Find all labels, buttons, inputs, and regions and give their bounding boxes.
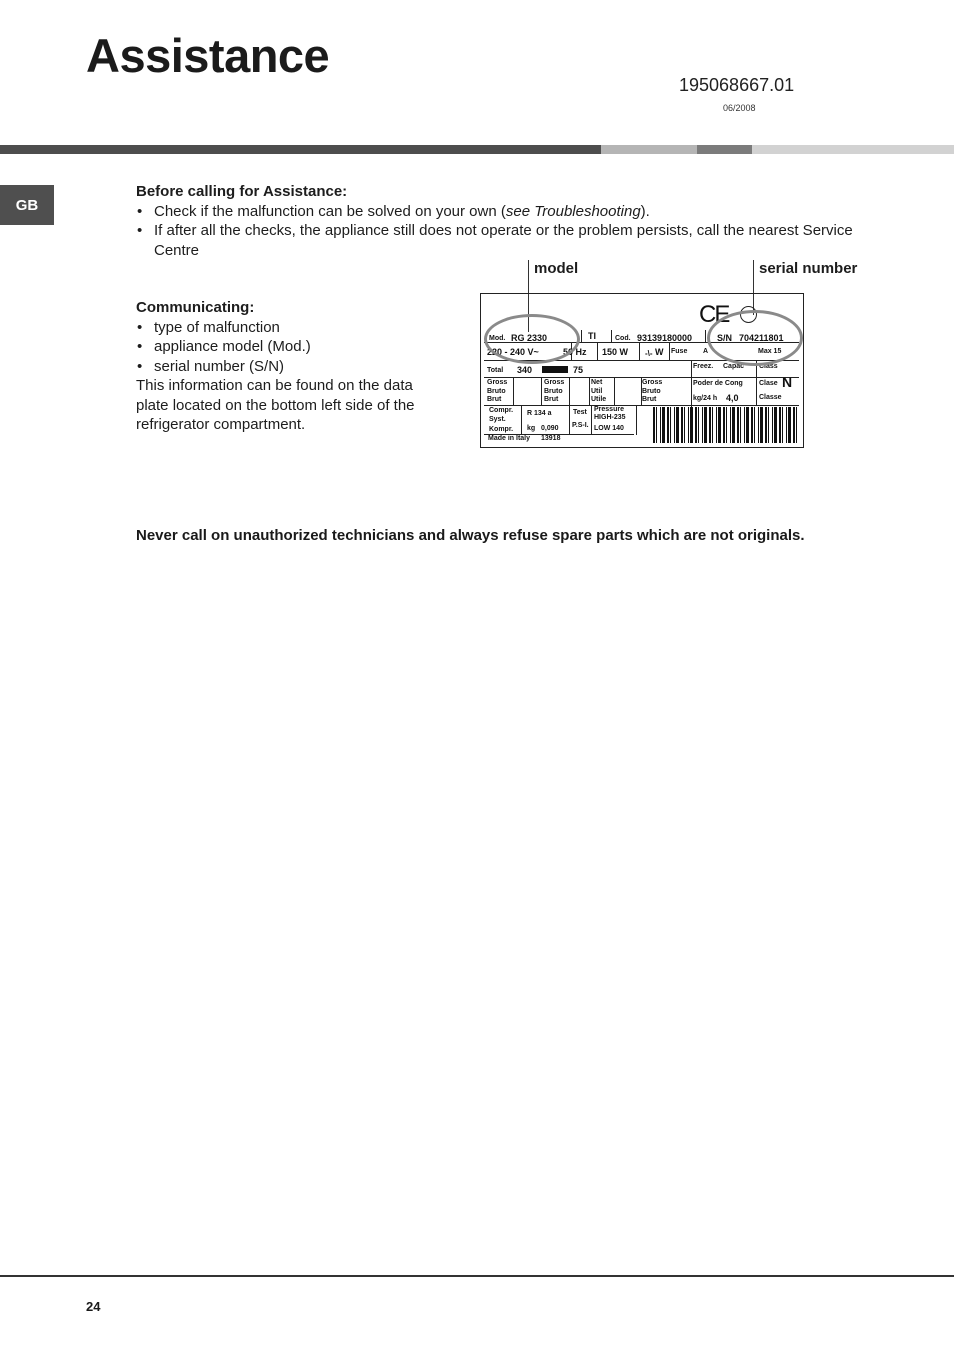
plate-text: Util	[591, 387, 603, 395]
plate-text: Bruto	[642, 387, 661, 395]
plate-pressure-label: Pressure	[594, 406, 624, 413]
plate-high-value: HIGH-235	[594, 414, 626, 421]
plate-frequency: 50 Hz	[563, 347, 587, 357]
plate-text: Gross	[642, 379, 663, 386]
plate-made-number: 13918	[541, 435, 561, 442]
before-calling-item	[136, 202, 896, 222]
plate-mod-label: Mod.	[489, 335, 506, 342]
plate-total-value: 340	[517, 365, 533, 375]
plate-climate-class: N	[782, 374, 793, 390]
plate-cod-label: Cod.	[615, 335, 631, 342]
plate-poder-label: Poder de Cong	[693, 380, 743, 387]
header-stripe-mid	[697, 145, 752, 154]
plate-gross-label	[544, 379, 564, 405]
before-calling-heading: Before calling for Assistance:	[136, 183, 348, 200]
plate-amp-label: A	[703, 348, 709, 355]
ce-mark-icon: CE	[699, 301, 729, 328]
communicating-heading: Communicating:	[136, 299, 255, 316]
plate-col-line	[569, 377, 570, 405]
plate-text: Bruto	[487, 387, 506, 395]
plate-text: Brut	[642, 396, 657, 403]
plate-freezer-value: 75	[573, 365, 584, 375]
plate-total-label: Total	[487, 367, 504, 374]
plate-kompr-label: Kompr.	[489, 426, 514, 433]
document-code: 195068667.01	[679, 75, 795, 95]
plate-voltage: 220 - 240 V~	[487, 347, 539, 357]
plate-kg24-value: 4,0	[726, 393, 739, 403]
plate-net-label	[591, 379, 606, 405]
plate-power: 150 W	[602, 347, 629, 357]
model-callout: model	[534, 260, 579, 277]
document-date: 06/2008	[723, 103, 756, 113]
plate-col-line	[705, 330, 706, 343]
plate-refrigerant: R 134 a	[527, 410, 552, 417]
data-plate	[480, 293, 804, 448]
plate-clase-label: Clase	[759, 380, 778, 387]
language-tab: GB	[0, 185, 54, 225]
communicating-item: • appliance model (Mod.)	[136, 337, 436, 357]
plate-kg24-label: kg/24 h	[693, 395, 718, 402]
plate-kg-label: kg	[527, 425, 536, 432]
plate-col-line	[591, 405, 592, 435]
plate-model-value: RG 2330	[511, 333, 548, 343]
plate-col-line	[611, 330, 612, 343]
communicating-note: This information can be found on the data plate located on the bottom left side of the refrigerator compartment.	[136, 377, 415, 433]
plate-class-label: Class	[759, 363, 778, 370]
barcode-icon	[653, 407, 799, 443]
plate-psi-label: P.S-I.	[572, 422, 589, 429]
plate-classe-label: Classe	[759, 394, 782, 401]
plate-col-line	[636, 405, 637, 435]
plate-kg-value: 0,090	[541, 425, 559, 432]
plate-test-label: Test	[573, 409, 587, 416]
plate-text: Gross	[544, 379, 565, 386]
warning-text: Never call on unauthorized technicians and always refuse spare parts which are not originals.	[136, 527, 805, 544]
plate-col-line	[589, 377, 590, 405]
plate-gross-label	[487, 379, 507, 405]
plate-row-line	[484, 405, 799, 406]
plate-col-line	[669, 342, 670, 360]
communicating-section	[136, 298, 436, 435]
plate-lamp-icon: -\-	[645, 349, 653, 358]
plate-col-line	[639, 342, 640, 360]
plate-cod-value: 93139180000	[637, 333, 693, 343]
header-stripe-light	[601, 145, 697, 154]
plate-text: Bruto	[544, 387, 563, 395]
troubleshooting-reference: see Troubleshooting	[505, 202, 641, 220]
plate-capac-label: Capac	[723, 363, 745, 370]
item-text: Check if the malfunction can be solved on your own (	[154, 202, 506, 220]
plate-text: Brut	[544, 396, 559, 403]
page-title: Assistance	[86, 29, 330, 82]
plate-col-line	[569, 405, 570, 435]
plate-col-line	[756, 360, 757, 405]
plate-col-line	[541, 377, 542, 405]
plate-col-line	[521, 405, 522, 435]
plate-col-line	[581, 330, 582, 343]
plate-fuse-label: Fuse	[671, 348, 688, 355]
freezer-stars-icon	[542, 366, 568, 373]
serial-highlight-ellipse	[707, 310, 803, 366]
plate-low-value: LOW 140	[594, 425, 624, 432]
plate-compr-label	[489, 407, 513, 424]
plate-text: Syst.	[489, 415, 506, 423]
plate-col-line	[513, 377, 514, 405]
communicating-item: • type of malfunction	[136, 318, 436, 338]
plate-sn-label: S/N	[717, 333, 733, 343]
plate-col-line	[614, 377, 615, 405]
plate-max-label: Max 15	[758, 348, 782, 355]
model-highlight-ellipse	[484, 314, 580, 364]
footer-rule	[0, 1275, 954, 1277]
before-calling-item: • If after all the checks, the appliance still does not operate or the problem persists, call the nearest Service Centre	[136, 221, 896, 260]
plate-text: Gross	[487, 379, 508, 386]
page-number: 24	[86, 1299, 101, 1314]
plate-made-in: Made in Italy	[488, 435, 531, 442]
plate-text: Compr.	[489, 407, 514, 414]
communicating-item: • serial number (S/N)	[136, 357, 436, 377]
header-stripe-dark	[0, 145, 601, 154]
plate-gross-label	[642, 379, 662, 405]
plate-text: Utile	[591, 396, 607, 403]
item-text: ).	[640, 202, 650, 220]
header-stripe-pale	[752, 145, 954, 154]
plate-text: Net	[591, 379, 603, 386]
plate-ti-label: TI	[588, 331, 596, 341]
plate-freez-label: Freez.	[693, 363, 714, 370]
plate-lamp-power: W	[655, 347, 664, 357]
serial-number-callout: serial number	[759, 260, 858, 277]
plate-text: Brut	[487, 396, 502, 403]
plate-serial-value: 704211801	[739, 333, 784, 343]
plate-col-line	[597, 342, 598, 360]
before-calling-section	[136, 182, 896, 260]
